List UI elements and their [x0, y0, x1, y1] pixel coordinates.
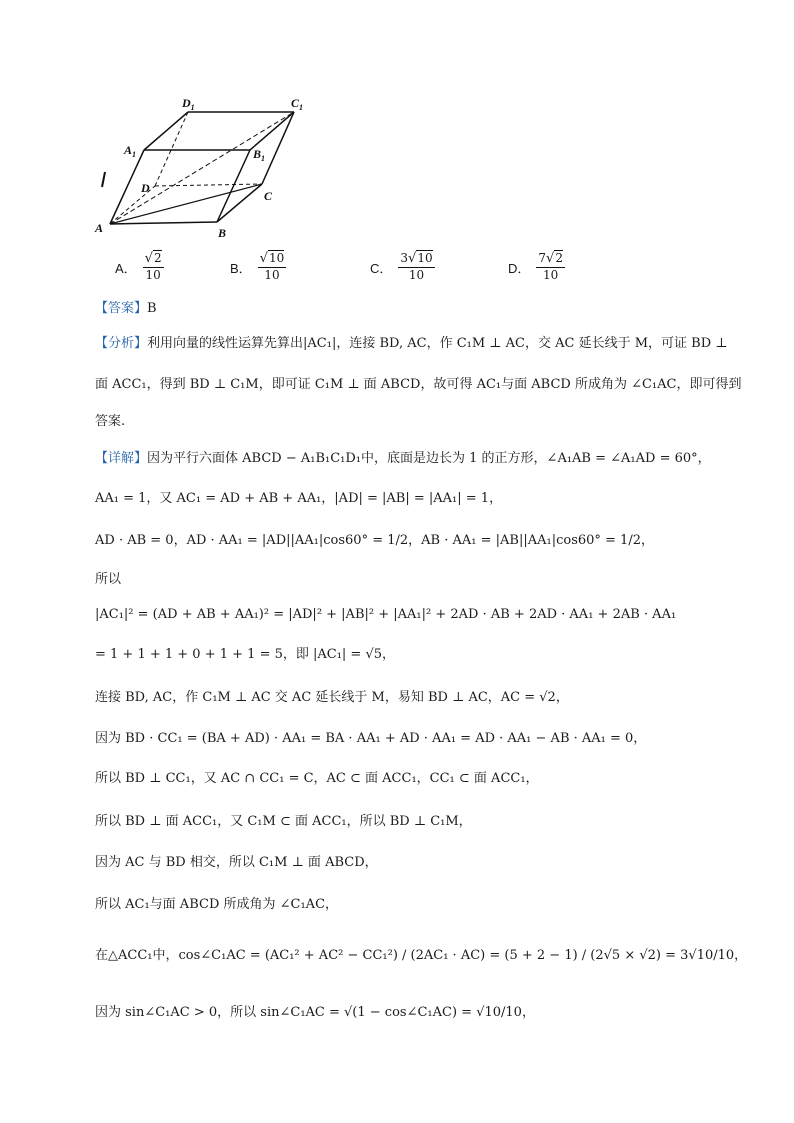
label-a: A	[95, 221, 104, 235]
answer-value: B	[147, 301, 157, 316]
detail-line-2: AA₁ = 1，又 AC₁ = AD + AB + AA₁，|AD| = |AB| = |AA₁| = 1，	[95, 491, 503, 506]
detail-line-3: AD · AB = 0，AD · AA₁ = |AD||AA₁|cos60° = 1/2，AB · AA₁ = |AB||AA₁|cos60° = 1/2，	[95, 533, 654, 548]
choice-c: C． $\frac{3√10}{10}$	[370, 251, 433, 283]
label-d1: $D_1$	[182, 96, 195, 112]
edge-dc-hidden	[155, 184, 262, 186]
edge-cc1	[262, 112, 294, 184]
parallelepiped-figure	[92, 92, 322, 242]
detail-line-14: 因为 sin∠C₁AC > 0，所以 sin∠C₁AC = √(1 − cos∠C₁AC) = √10/10，	[95, 1005, 535, 1020]
detail-line-13: 在△ACC₁中，cos∠C₁AC = (AC₁² + AC² − CC₁²) / (2AC₁ · AC) = (5 + 2 − 1) / (2√5 × √2) = 3√10/10，	[95, 948, 748, 963]
choice-a: A． $\frac{√2}{10}$	[115, 251, 162, 283]
detail-line-9: 所以 BD ⊥ CC₁，又 AC ∩ CC₁ = C，AC ⊂ 面 ACC₁，CC₁ ⊂ 面 ACC₁，	[95, 771, 539, 786]
detail-line-11: 因为 AC 与 BD 相交，所以 C₁M ⊥ 面 ABCD，	[95, 855, 378, 870]
detail-line-7: 连接 BD, AC，作 C₁M ⊥ AC 交 AC 延长线于 M，易知 BD ⊥ AC，AC = √2，	[95, 690, 569, 705]
edge-b1c1	[250, 112, 294, 150]
edge-a1d1	[144, 112, 188, 150]
analysis-tag: 【分析】	[95, 335, 148, 350]
detail-line-12: 所以 AC₁与面 ABCD 所成角为 ∠C₁AC，	[95, 897, 339, 912]
detail-line-10: 所以 BD ⊥ 面 ACC₁，又 C₁M ⊂ 面 ACC₁，所以 BD ⊥ C₁M，	[95, 814, 472, 829]
edge-dd1-hidden	[155, 112, 188, 186]
detail-line-5: |AC₁|² = (AD + AB + AA₁)² = |AD|² + |AB|² + |AA₁|² + 2AD · AB + 2AD · AA₁ + 2AB · AA₁	[95, 607, 677, 622]
analysis-line-2: 面 ACC₁，得到 BD ⊥ C₁M，即可证 C₁M ⊥ 面 ABCD，故可得 AC₁与面 ABCD 所成角为 ∠C₁AC，即可得到	[95, 377, 742, 392]
answer-tag: 【答案】	[95, 300, 148, 315]
analysis-line-3: 答案.	[95, 414, 126, 429]
detail-line-8: 因为 BD · CC₁ = (BA + AD) · AA₁ = BA · AA₁ + AD · AA₁ = AD · AA₁ − AB · AA₁ = 0，	[95, 731, 647, 746]
answer-choices	[115, 252, 635, 292]
label-c: C	[264, 189, 273, 203]
choice-b: B． $\frac{√10}{10}$	[230, 251, 285, 283]
label-a1: $A_1$	[124, 143, 137, 159]
label-b1: $B_1$	[253, 147, 266, 163]
diagonal-ac1-hidden	[110, 112, 294, 224]
detail-line-6: = 1 + 1 + 1 + 0 + 1 + 1 = 5，即 |AC₁| = √5，	[95, 647, 396, 662]
edge-aa1	[110, 150, 144, 224]
choice-d: D． $\frac{7√2}{10}$	[508, 251, 563, 283]
label-b: B	[218, 226, 227, 240]
detail-tag: 【详解】	[95, 450, 148, 465]
edge-ab	[110, 222, 217, 224]
stray-mark	[102, 172, 105, 187]
edge-bb1	[217, 150, 250, 222]
label-d: D	[141, 181, 150, 195]
answer-line	[95, 298, 157, 319]
detail-line-4: 所以	[95, 572, 122, 587]
analysis-line-1: 【分析】利用向量的线性运算先算出|AC₁|，连接 BD, AC，作 C₁M ⊥ AC，交 AC 延长线于 M，可证 BD ⊥	[95, 335, 728, 351]
detail-line-1: 【详解】因为平行六面体 ABCD − A₁B₁C₁D₁中，底面是边长为 1 的正方形，∠A₁AB = ∠A₁AD = 60°，	[95, 450, 711, 466]
parallelepiped-diagram	[92, 92, 322, 242]
label-c1: $C_1$	[291, 96, 304, 112]
